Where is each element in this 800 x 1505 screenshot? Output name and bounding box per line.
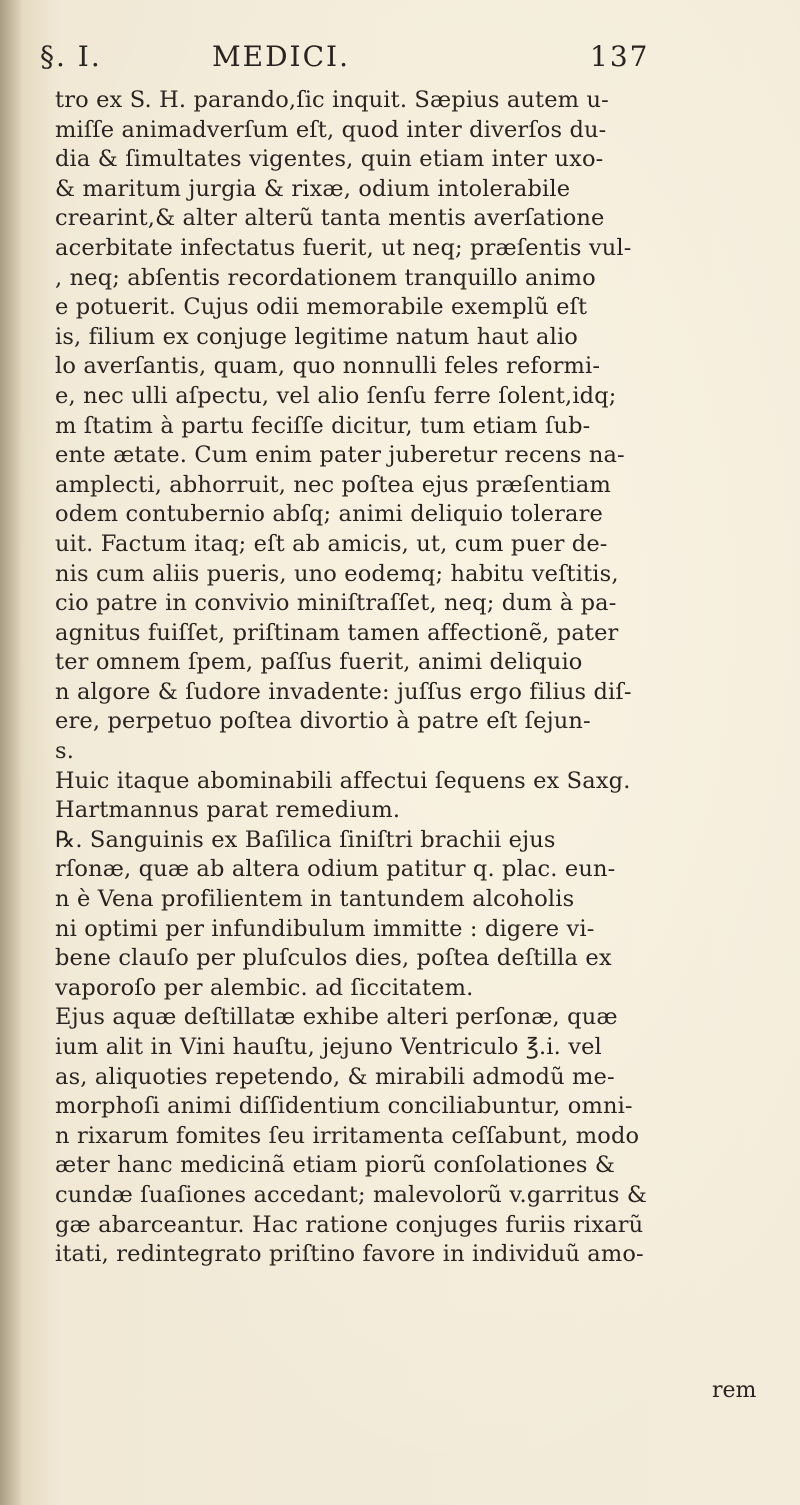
running-title: MEDICI. <box>212 40 351 73</box>
text-line: m ſtatim à partu feciſſe dicitur, tum etiam ſub- <box>55 412 591 439</box>
text-line: dia & ſimultates vigentes, quin etiam inter uxo- <box>55 146 604 173</box>
text-line: odem contubernio abſq; animi deliquio tolerare <box>55 501 603 528</box>
text-line: æter hanc medicinã etiam piorũ conſolationes & <box>55 1152 616 1179</box>
text-line: , neq; abſentis recordationem tranquillo animo <box>55 264 596 291</box>
gutter-shadow <box>0 0 22 1505</box>
text-line: Ejus aquæ deſtillatæ exhibe alteri perſonæ, quæ <box>55 1004 618 1031</box>
text-line: s. <box>55 738 74 765</box>
text-line: Huic itaque abominabili affectui ſequens ex Saxg. <box>55 767 631 794</box>
catchword: rem <box>712 1378 757 1403</box>
text-line: n algore & ſudore invadente: juſſus ergo filius diſ- <box>55 678 632 705</box>
text-line: tro ex S. H. parando,ſic inquit. Sæpius autem u- <box>55 87 609 113</box>
text-line: ni optimi per infundibulum immitte : digere vi- <box>55 915 595 942</box>
text-line: crearint,& alter alterũ tanta mentis averſatione <box>55 205 605 232</box>
text-line: acerbitate infectatus fuerit, ut neq; præſentis vul- <box>55 234 632 261</box>
text-line: cio patre in convivio miniſtraſſet, neq; dum à pa- <box>55 590 617 617</box>
text-line: as, aliquoties repetendo, & mirabili admodũ me- <box>55 1063 615 1090</box>
text-line: Hartmannus parat remedium. <box>55 797 401 824</box>
text-line: & maritum jurgia & rixæ, odium intolerabile <box>55 175 571 202</box>
text-line: is, filium ex conjuge legitime natum haut alio <box>55 323 578 350</box>
text-line: e potuerit. Cujus odii memorabile exemplũ eſt <box>55 294 588 321</box>
text-line: ere, perpetuo poſtea divortio à patre eſt ſejun- <box>55 708 591 735</box>
text-line: ium alit in Vini hauſtu, jejuno Ventriculo ℥.i. vel <box>55 1034 602 1060</box>
text-line: n è Vena profilientem in tantundem alcoholis <box>55 886 575 913</box>
text-line: uit. Factum itaq; eſt ab amicis, ut, cum puer de- <box>55 530 608 557</box>
text-line: amplecti, abhorruit, nec poſtea ejus præſentiam <box>55 471 611 498</box>
text-line: lo averſantis, quam, quo nonnulli feles reformi- <box>55 353 601 380</box>
text-line: cundæ ſuaſiones accedant; malevolorũ v.garritus & <box>55 1181 648 1208</box>
text-line: miſſe animadverſum eſt, quod inter diverſos du- <box>55 116 607 143</box>
text-line: ℞. Sanguinis ex Baſilica ſiniſtri brachii ejus <box>55 826 556 853</box>
text-line: gæ abarceantur. Hac ratione conjuges furiis rixarũ <box>55 1211 644 1238</box>
text-line: rſonæ, quæ ab altera odium patitur q. plac. eun- <box>55 856 616 883</box>
page-number: 137 <box>590 40 650 73</box>
text-line: ter omnem ſpem, paſſus fuerit, animi deliquio <box>55 649 583 676</box>
body-text <box>55 86 785 1270</box>
text-line: n rixarum fomites ſeu irritamenta ceſſabunt, modo <box>55 1122 640 1149</box>
text-line: morphoſi animi diſſidentium conciliabuntur, omni- <box>55 1093 633 1120</box>
section-number: §. I. <box>40 40 102 73</box>
text-line: itati, redintegrato priſtino favore in individuũ amo- <box>55 1241 644 1268</box>
text-line: ente ætate. Cum enim pater juberetur recens na- <box>55 442 625 469</box>
text-line: vaporoſo per alembic. ad ſiccitatem. <box>55 974 474 1001</box>
text-line: e, nec ulli aſpectu, vel alio ſenſu ferre ſolent,idq; <box>55 382 617 409</box>
text-line: agnitus fuiſſet, priſtinam tamen affectionẽ, pater <box>55 619 619 646</box>
text-line: nis cum aliis pueris, uno eodemq; habitu veſtitis, <box>55 560 619 587</box>
text-line: bene clauſo per pluſculos dies, poſtea deſtilla ex <box>55 945 612 972</box>
running-header <box>40 40 780 80</box>
